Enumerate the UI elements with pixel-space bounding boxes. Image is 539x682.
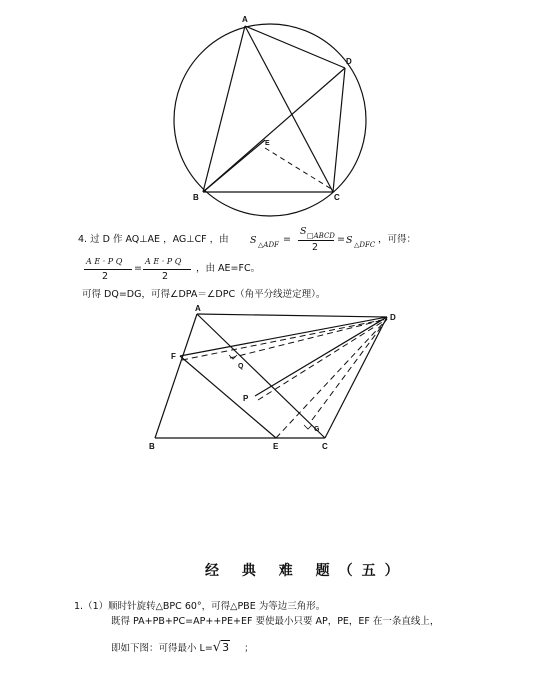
formula-sub-adf: △ADF [258, 241, 279, 249]
problem1-line3-prefix: 即如下图：可得最小 L= [111, 643, 213, 654]
label-B: B [149, 442, 155, 451]
line2-den-right: 2 [162, 271, 169, 282]
formula-frac-line [298, 240, 334, 241]
step4-line2 [82, 256, 302, 286]
dashed-segment-EC [265, 148, 333, 190]
label-E: E [265, 140, 270, 147]
segment-AB [203, 26, 245, 192]
segment-AD [197, 314, 387, 317]
label-D: D [346, 57, 352, 66]
segment-CD [333, 68, 345, 192]
solid-lines [155, 314, 387, 438]
label-G: G [314, 426, 320, 433]
label-Q: Q [238, 363, 244, 370]
segment-FD-upper [180, 317, 387, 356]
formula-s-left: S [250, 235, 257, 246]
formula-num-s: S [300, 226, 307, 237]
line2-eq: = [134, 263, 142, 274]
problem1-line3-suffix: ； [244, 643, 254, 654]
section-title: 经 典 难 题（五） [205, 563, 408, 579]
problem1-line1: 1.（1）顺时针旋转△BPC 60°，可得△PBE 为等边三角形。 [74, 601, 326, 612]
step4-line1 [78, 234, 229, 246]
solid-segments [203, 26, 345, 192]
label-C: C [334, 193, 340, 202]
segment-FE [180, 356, 276, 438]
problem1-line3 [111, 642, 254, 655]
label-C: C [322, 442, 328, 451]
figure-parallelogram-diagram [0, 300, 539, 460]
dashed-QD [230, 319, 387, 358]
segment-BE [203, 140, 265, 192]
sqrt-symbol: √ [212, 640, 222, 655]
label-A: A [195, 304, 201, 313]
formula-eq-2: = [337, 234, 345, 245]
formula-den: 2 [312, 242, 319, 253]
segment-AD [245, 26, 345, 68]
step4-line3-text: 可得 DQ=DG，可得∠DPA＝∠DPC（角平分线逆定理）。 [82, 289, 326, 300]
circumcircle [174, 24, 366, 216]
label-F: F [171, 352, 176, 361]
formula-s-right: S [346, 235, 353, 246]
step4-line1-prefix: 4. 过 D 作 AQ⊥AE ，AG⊥CF ，由 [78, 234, 229, 245]
formula-sub-dfc: △DFC [354, 241, 376, 249]
segment-AB [155, 314, 197, 438]
segment-AC [245, 26, 333, 192]
label-D: D [390, 313, 396, 322]
formula-num-sub: □ABCD [307, 232, 335, 240]
line2-num-right: A E · P Q [145, 257, 182, 266]
label-P: P [243, 394, 249, 403]
right-angle-G [304, 425, 312, 429]
step4-line1-suffix: ，可得： [378, 234, 417, 245]
step4-formula [250, 226, 440, 254]
label-E: E [273, 442, 279, 451]
dashed-FD [182, 319, 387, 360]
line2-frac-line-right [143, 269, 191, 270]
line2-suffix: ，由 AE=FC。 [196, 263, 261, 274]
line2-num-left: A E · P Q [86, 257, 123, 266]
label-B: B [193, 193, 199, 202]
line2-frac-line-left [84, 269, 132, 270]
dashed-PD [258, 319, 387, 400]
formula-eq-1: = [283, 234, 291, 245]
problem1-line2: 既得 PA+PB+PC=AP++PE+EF 要使最小只要 AP，PE，EF 在一条直线上， [111, 616, 440, 627]
dashed-GD [312, 319, 387, 420]
figure-circle-diagram [0, 0, 539, 240]
label-A: A [242, 15, 248, 24]
sqrt-value: 3 [222, 641, 230, 654]
line2-den-left: 2 [102, 271, 109, 282]
